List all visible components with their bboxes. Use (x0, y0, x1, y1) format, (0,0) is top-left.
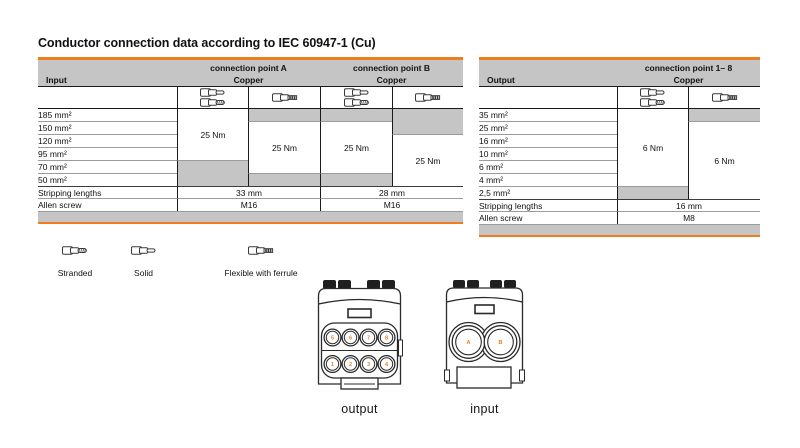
torque-value: 6 Nm (714, 155, 735, 166)
port-number: 7 (366, 335, 371, 342)
blocked-cell (248, 174, 320, 186)
table-header (479, 57, 760, 87)
legend-item-stranded (40, 242, 110, 278)
row-header-label: Output (487, 75, 515, 85)
conductor-size-label: 6 mm² (479, 161, 617, 174)
conductor-size-label: 120 mm² (38, 135, 177, 148)
port-letter: A (466, 340, 471, 346)
ferrule-conductor-icon (272, 93, 298, 102)
allen-screw-value: M16 (320, 199, 463, 211)
solid-icon (131, 246, 157, 255)
stripping-length-value: 33 mm (177, 186, 320, 199)
port-number: 6 (348, 335, 353, 342)
conductor-size-label: 185 mm² (38, 109, 177, 122)
solid-conductor-icon (640, 88, 666, 97)
page-title: Conductor connection data according to IEC 60947-1 (Cu) (38, 36, 376, 50)
table-row (38, 199, 463, 211)
stranded-icon (62, 246, 88, 255)
blocked-cell (392, 109, 463, 135)
ferrule-icon (248, 246, 274, 255)
solid-conductor-icon (344, 88, 370, 97)
output-table (479, 57, 760, 237)
output-caption: output (341, 402, 378, 416)
port-letter: B (498, 340, 503, 346)
stripping-lengths-label: Stripping lengths (38, 186, 177, 199)
port-number: 4 (384, 362, 389, 368)
conductor-size-label: 2,5 mm² (479, 188, 511, 198)
torque-value: 25 Nm (343, 142, 370, 153)
blocked-cell (617, 187, 688, 199)
conductor-size-label: 25 mm² (479, 122, 617, 135)
stripping-lengths-label: Stripping lengths (479, 199, 617, 212)
input-block-drawing (444, 280, 525, 394)
stripping-length-value: 16 mm (617, 199, 760, 212)
port-number: 2 (348, 362, 353, 368)
conductor-legend (0, 242, 360, 276)
input-block-figure (444, 280, 525, 416)
group-title: connection point B (353, 63, 430, 73)
group-title: connection point 1– 8 (644, 63, 733, 73)
table-row (38, 186, 463, 199)
input-table (38, 57, 463, 224)
blocked-cell (320, 174, 392, 186)
table-row (479, 199, 760, 212)
input-caption: input (470, 402, 499, 416)
table-footer-bar (479, 224, 760, 237)
conductor-size-label: 10 mm² (479, 148, 617, 161)
allen-screw-value: M8 (617, 212, 760, 224)
blocked-cell (320, 109, 392, 122)
table-row (479, 212, 760, 224)
allen-screw-label: Allen screw (38, 200, 82, 210)
table-row (38, 109, 463, 122)
torque-cell (177, 109, 248, 161)
torque-cell (688, 122, 760, 199)
stranded-conductor-icon (200, 98, 226, 107)
legend-label: Stranded (57, 268, 93, 278)
legend-label: Solid (134, 268, 153, 278)
table-header (38, 57, 463, 87)
conductor-size-label: 4 mm² (479, 174, 617, 187)
torque-value: 6 Nm (642, 142, 664, 153)
torque-value: 25 Nm (415, 155, 441, 166)
stranded-conductor-icon (344, 98, 370, 107)
port-number: 8 (384, 335, 389, 342)
copper-subtitle: Copper (673, 75, 704, 85)
output-block-drawing (316, 280, 403, 394)
torque-value: 25 Nm (200, 129, 226, 140)
legend-label: Flexible with ferrule (224, 268, 298, 278)
ferrule-conductor-icon (415, 93, 441, 102)
blocked-cell (177, 161, 248, 186)
conductor-size-label: 35 mm² (479, 109, 617, 122)
allen-screw-value: M16 (177, 199, 320, 211)
torque-cell (392, 135, 463, 186)
stripping-length-value: 28 mm (320, 186, 463, 199)
legend-item-ferrule (206, 242, 316, 278)
conductor-size-label: 95 mm² (38, 148, 177, 161)
torque-cell (248, 122, 320, 174)
port-number: 3 (366, 362, 371, 368)
conductor-size-label: 70 mm² (38, 161, 177, 174)
blocked-cell (248, 109, 320, 122)
port-number: 1 (330, 362, 335, 368)
stranded-conductor-icon (640, 98, 666, 107)
torque-value: 25 Nm (271, 142, 298, 153)
torque-cell (320, 122, 392, 174)
conductor-size-label: 50 mm² (38, 175, 67, 185)
legend-item-solid (116, 242, 171, 278)
output-block-figure (316, 280, 403, 416)
allen-screw-label: Allen screw (479, 213, 523, 223)
torque-cell (617, 109, 688, 187)
row-header-label: Input (46, 75, 67, 85)
copper-subtitle: Copper (376, 75, 407, 85)
table-footer-bar (38, 211, 463, 224)
ferrule-conductor-icon (712, 93, 738, 102)
solid-conductor-icon (200, 88, 226, 97)
copper-subtitle: Copper (233, 75, 264, 85)
blocked-cell (688, 109, 760, 122)
conductor-size-label: 150 mm² (38, 122, 177, 135)
group-title: connection point A (210, 63, 287, 73)
conductor-size-label: 16 mm² (479, 135, 617, 148)
port-number: 5 (330, 335, 335, 342)
table-row (479, 109, 760, 122)
